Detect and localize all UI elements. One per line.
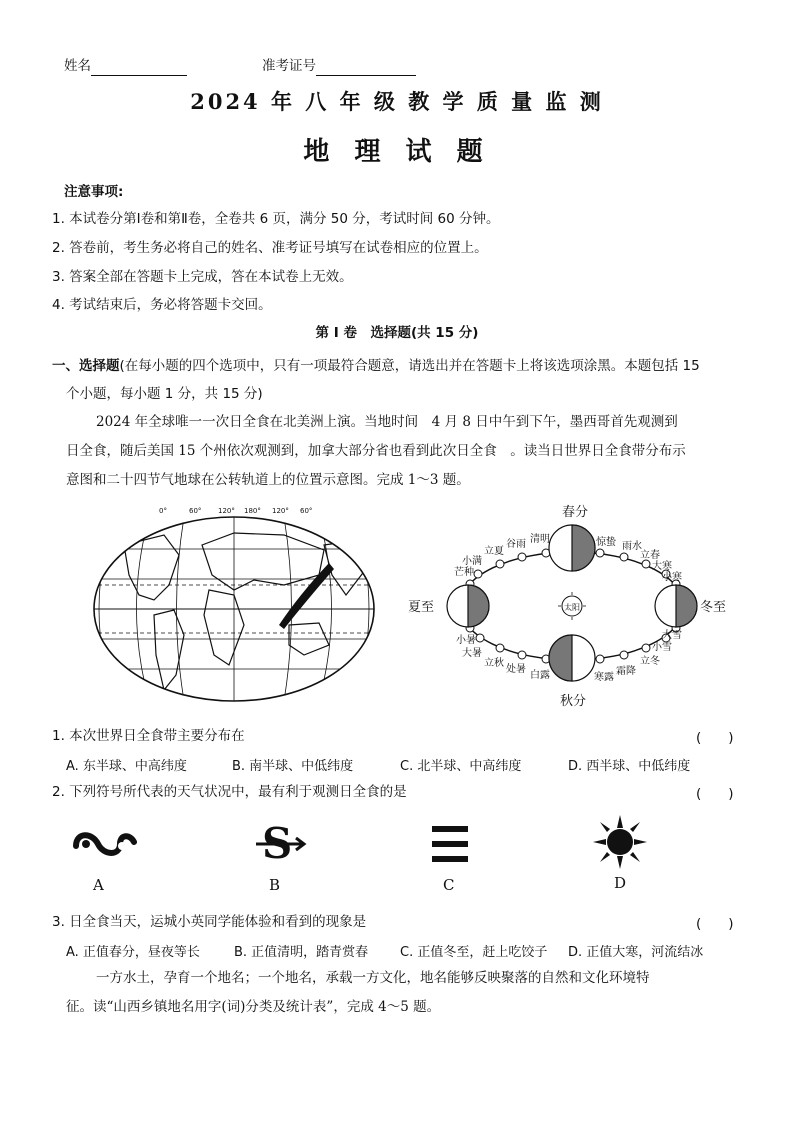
lon-tick-5: 120° (272, 507, 289, 515)
name-field-row (64, 56, 187, 76)
fog-icon (430, 822, 470, 866)
sandstorm-icon (252, 818, 308, 868)
passage2-line1: 一方水土，孕育一个地名；一个地名，承载一方文化，地名能够反映聚落的自然和文化环境特 (96, 970, 650, 986)
subject-title: 地 理 试 题 (303, 137, 491, 167)
haze-icon (70, 822, 140, 866)
q3-option-c: C. 正值冬至，赶上吃饺子 (400, 945, 548, 960)
q1-option-a: A. 东半球、中高纬度 (66, 759, 187, 774)
term-lidong: 立冬 (640, 656, 660, 667)
lon-tick-3: 120° (218, 507, 235, 515)
passage1-line1: 2024 年全球唯一一次日全食在北美洲上演。当地时间 4 月 8 日中午到下午，墨西哥首先观测到 (96, 414, 678, 430)
term-chushu: 处暑 (506, 664, 526, 675)
q1-option-c: C. 北半球、中高纬度 (400, 759, 522, 774)
q2-answer-paren: ( ) (696, 786, 734, 802)
passage1-line3: 意图和二十四节气地球在公转轨道上的位置示意图。完成 1～3 题。 (66, 472, 470, 488)
notice-item-1: 1. 本试卷分第Ⅰ卷和第Ⅱ卷，全卷共 6 页，满分 50 分，考试时间 60 分钟。 (52, 211, 500, 227)
passage1-line2: 日全食，随后美国 15 个州依次观测到，加拿大部分省也看到此次日全食 。读当日世界日全食带分布示 (66, 443, 686, 459)
term-qingming: 清明 (530, 534, 550, 545)
world-eclipse-map (84, 505, 384, 709)
q1-option-d: D. 西半球、中低纬度 (568, 759, 691, 774)
q1-answer-paren: ( ) (696, 730, 734, 746)
term-bailu: 白露 (530, 670, 550, 681)
lon-tick-2: 60° (189, 507, 202, 515)
part-desc-2: 个小题，每小题 1 分，共 15 分) (66, 386, 263, 402)
passage2-line2: 征。读“山西乡镇地名用字(词)分类及统计表”，完成 4～5 题。 (66, 999, 441, 1015)
term-guyu: 谷雨 (506, 539, 526, 550)
name-blank (91, 75, 187, 76)
q2-stem: 2. 下列符号所代表的天气状况中，最有利于观测日全食的是 (52, 784, 407, 800)
term-mangzhong: 芒种 (454, 567, 474, 578)
sun-label: 太阳 (564, 603, 580, 612)
section1-heading: 第 Ⅰ 卷 选择题(共 15 分) (315, 325, 479, 341)
solar-terms-orbit-diagram (400, 498, 730, 712)
term-lixia: 立夏 (484, 546, 504, 557)
q2-symbol-a-label: A (93, 876, 104, 894)
q3-stem: 3. 日全食当天，运城小英同学能体验和看到的现象是 (52, 914, 367, 930)
sunny-icon (592, 814, 648, 870)
season-summer: 夏至 (408, 600, 435, 615)
notice-heading: 注意事项: (64, 184, 124, 200)
q3-option-d: D. 正值大寒，河流结冰 (568, 945, 704, 960)
lon-tick-1: 0° (159, 507, 167, 515)
term-xiaoxue: 小雪 (652, 642, 672, 653)
lon-tick-6: 60° (300, 507, 313, 515)
q3-option-a: A. 正值春分，昼夜等长 (66, 945, 200, 960)
q3-answer-paren: ( ) (696, 916, 734, 932)
notice-item-2: 2. 答卷前，考生务必将自己的姓名、准考证号填写在试卷相应的位置上。 (52, 240, 488, 256)
season-spring: 春分 (562, 505, 589, 520)
exam-id-field-row (262, 56, 416, 76)
term-shuangjiang: 霜降 (616, 666, 636, 677)
notice-item-3: 3. 答案全部在答题卡上完成，答在本试卷上无效。 (52, 269, 353, 285)
notice-item-4: 4. 考试结束后，务必将答题卡交回。 (52, 297, 272, 313)
section1-desc-line1 (52, 356, 700, 376)
q1-option-b: B. 南半球、中低纬度 (232, 759, 354, 774)
season-winter: 冬至 (700, 600, 727, 615)
term-hanlu: 寒露 (594, 672, 614, 683)
part-label: 一、选择题 (52, 358, 120, 374)
term-lichun: 立春 (640, 550, 660, 561)
exam-title: 2024 年 八 年 级 教 学 质 量 监 测 (190, 89, 604, 114)
term-xiaohan: 小寒 (662, 572, 682, 583)
q2-symbol-d-label: D (614, 874, 627, 892)
q3-option-b: B. 正值清明，踏青赏春 (234, 945, 369, 960)
term-xiaoman: 小满 (462, 556, 482, 567)
term-dahan: 大寒 (652, 561, 672, 572)
term-yushui: 雨水 (622, 541, 642, 552)
term-dashu: 大暑 (462, 648, 482, 659)
name-label: 姓名 (64, 58, 91, 74)
exam-id-label: 准考证号 (262, 58, 316, 74)
q2-symbol-b-label: B (269, 876, 281, 894)
term-liqiu: 立秋 (484, 658, 504, 669)
q2-symbol-c-label: C (443, 876, 455, 894)
term-xiaoshu: 小暑 (456, 635, 476, 646)
svg-text:S: S (262, 819, 293, 868)
season-autumn: 秋分 (560, 694, 587, 709)
term-jingzhe: 惊蛰 (596, 537, 616, 548)
part-desc-1: (在每小题的四个选项中，只有一项最符合题意，请选出并在答题卡上将该选项涂黑。本题包括 15 (119, 358, 700, 374)
q1-stem: 1. 本次世界日全食带主要分布在 (52, 728, 245, 744)
exam-id-blank (316, 75, 416, 76)
term-daxue: 大雪 (662, 630, 682, 641)
lon-tick-4: 180° (244, 507, 261, 515)
